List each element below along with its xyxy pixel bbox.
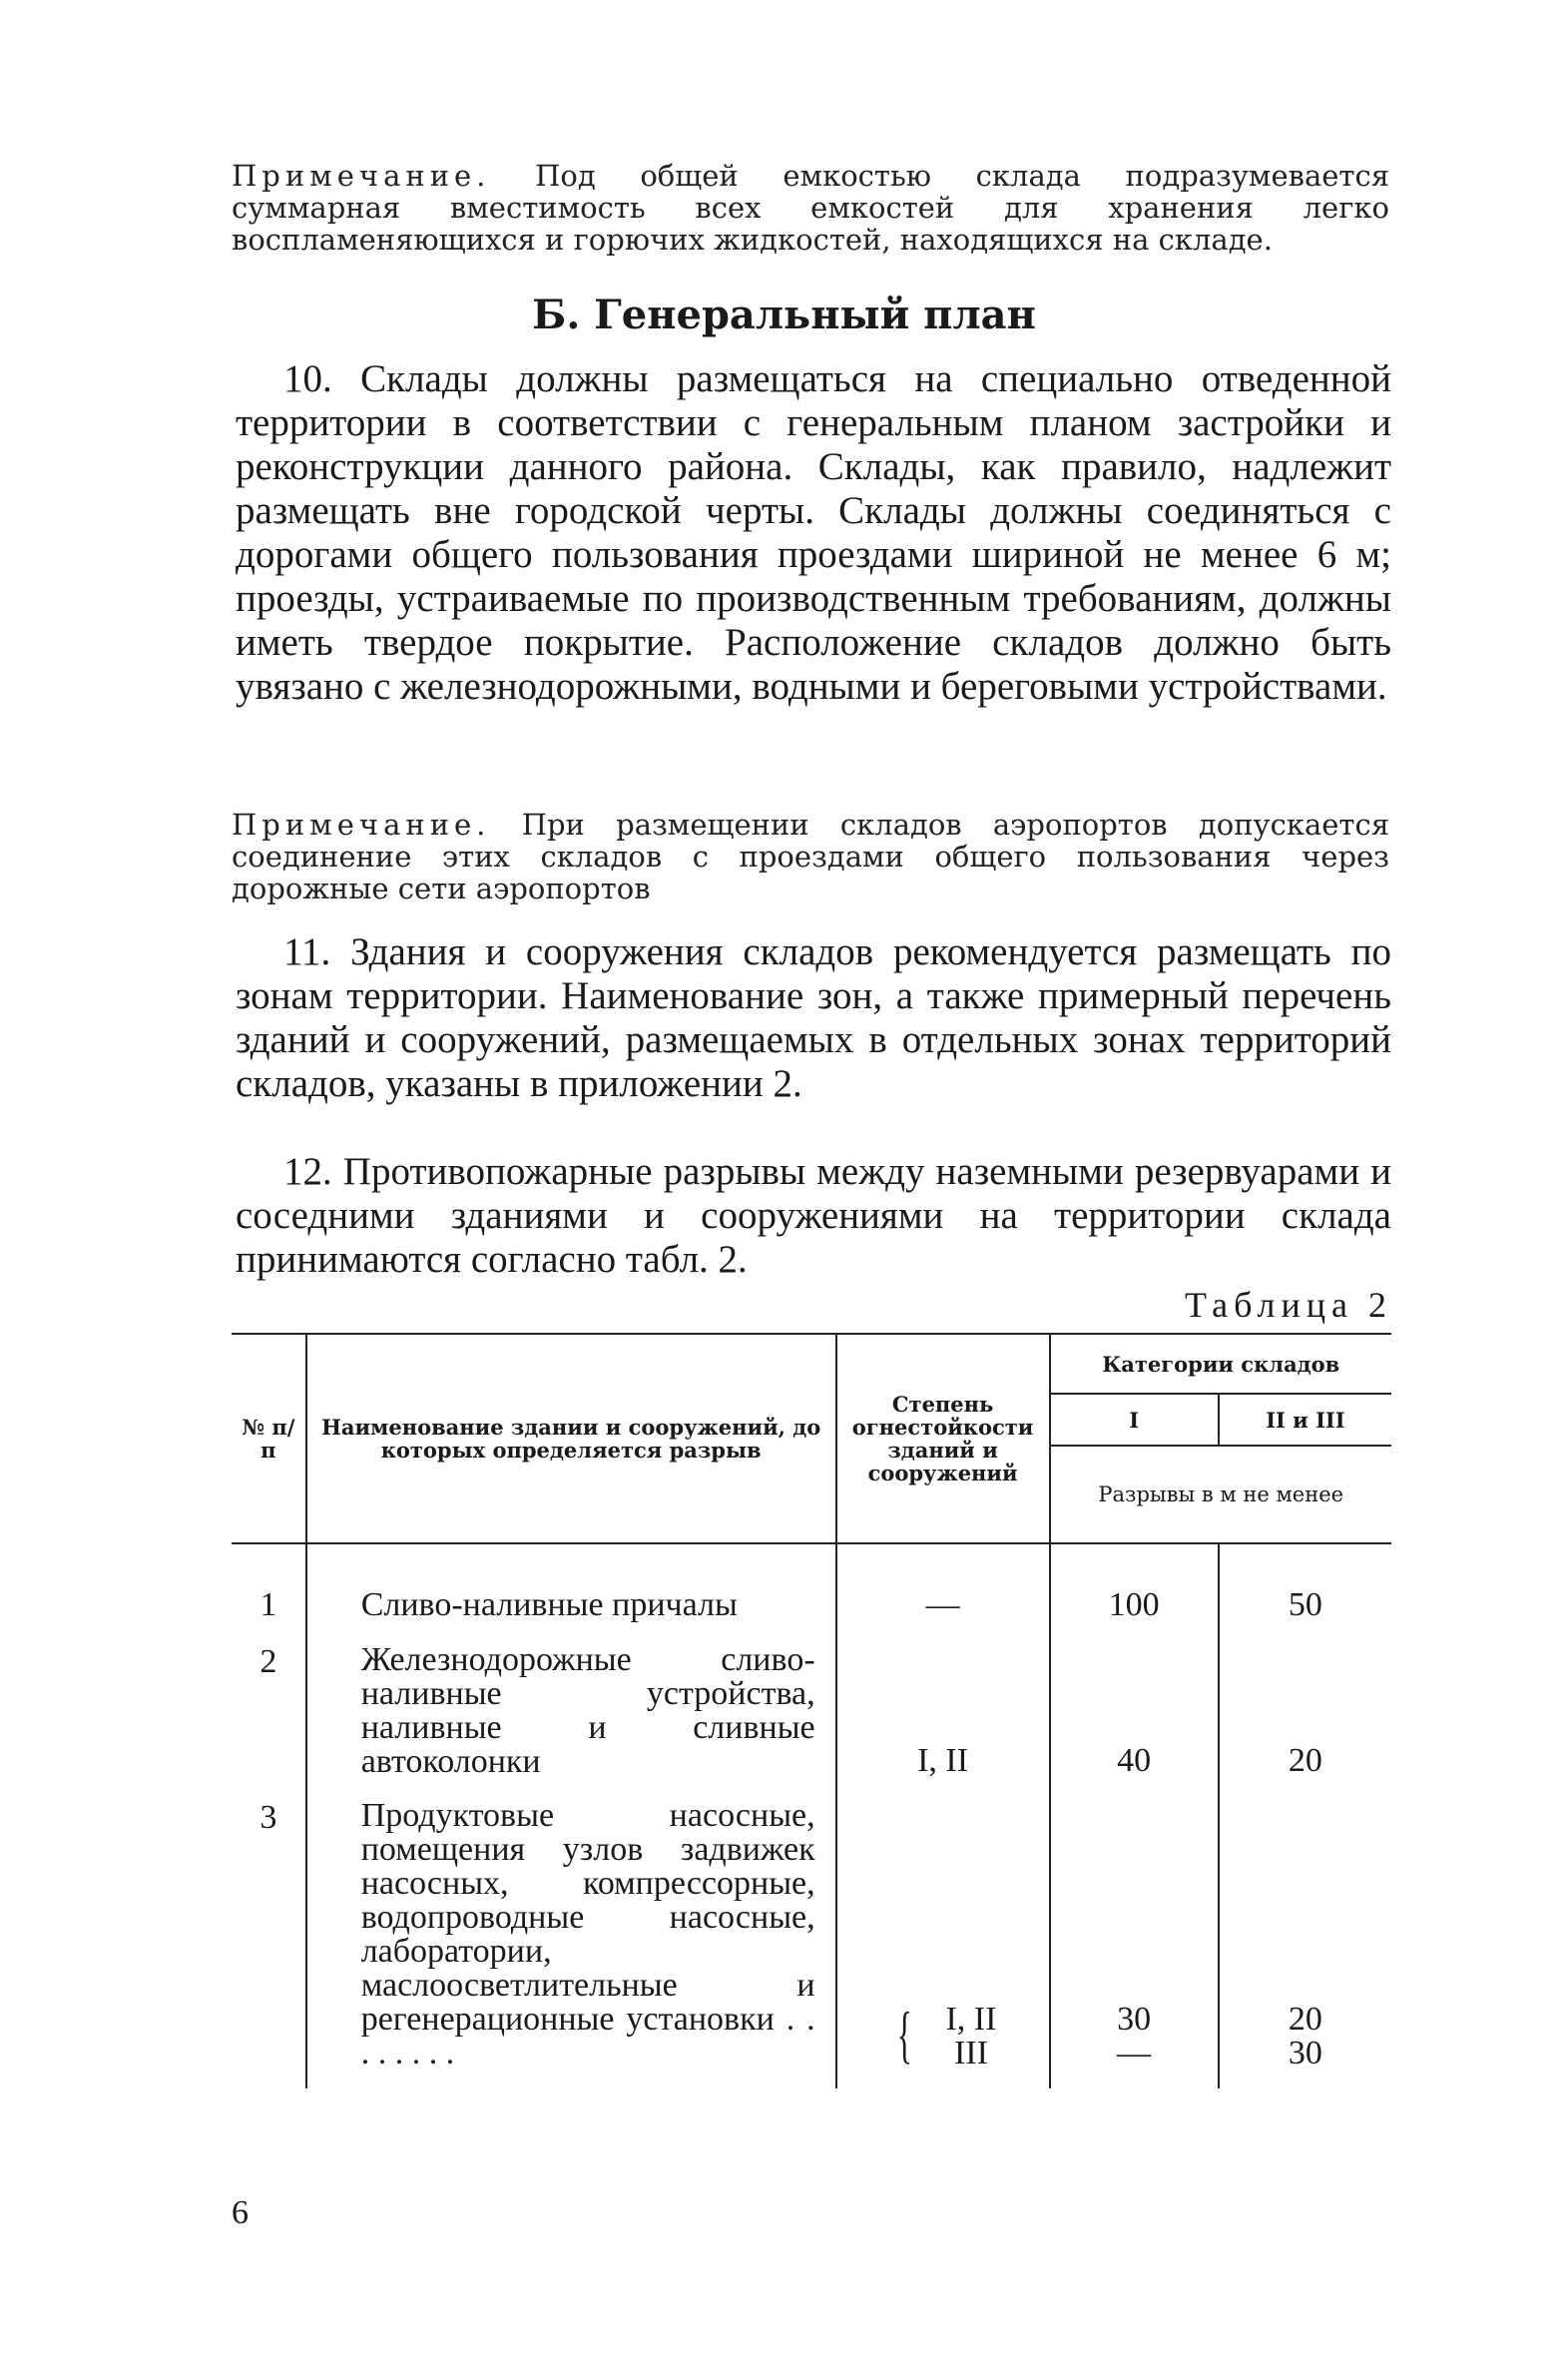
note-label: Примечание. [232, 808, 491, 842]
note-storage-capacity [232, 160, 1389, 256]
header-num: № п/п [232, 1334, 306, 1543]
header-cat-1: I [1050, 1394, 1219, 1446]
paragraph-11 [236, 930, 1391, 1106]
header-distances: Разрывы в м не менее [1050, 1446, 1392, 1543]
row-name: Сливо-наливные причалы [306, 1543, 836, 1623]
table-caption: Таблица 2 [1185, 1285, 1392, 1325]
paragraph-10-text: 10. Склады должны размещаться на специально отведенной территории в соответствии с генеральным планом застройки и реконструкции данного района. Склады, как правило, надлежит размещать вне городской черты. Склады должны соединяться с дорогами общего пользования проездами шириной не менее 6 м; проезды, устраиваемые по производственным требованиям, должны иметь твердое покрытие. Расположение складов должно быть увязано с железнодорожными, водными и береговыми устройствами. [236, 357, 1391, 708]
header-degree: Степень огнестойкости зданий и сооружений [836, 1334, 1050, 1543]
header-categories: Категории складов [1050, 1334, 1392, 1394]
row-cat-2-3: 50 [1219, 1543, 1391, 1623]
row-degree: I, II [836, 1623, 1050, 1779]
table-row [232, 1543, 1391, 1623]
row-cat-1-cell [1050, 1779, 1219, 2088]
row-degree-2: III [953, 2035, 988, 2071]
note-text: Под общей емкостью склада подразумевается суммарная вместимость всех емкостей для хранения легко воспламеняющихся и горючих жидкостей, находящихся на складе. [232, 159, 1390, 257]
row-degree-cell [836, 1779, 1050, 2088]
row-name: Продуктовые насосные, помещения узлов задвижек насосных, компрессорные, водопроводные насосные, лаборатории, маслоосветлительные и регенерационные установки . . . . . . . . [306, 1779, 836, 2088]
paragraph-11-text: 11. Здания и сооружения складов рекомендуется размещать по зонам территории. Наименование зон, а также примерный перечень зданий и сооружений, размещаемых в отдельных зонах территорий складов, указаны в приложении 2. [236, 930, 1391, 1105]
table-row [232, 1779, 1391, 2088]
note-text: При размещении складов аэропортов допускается соединение этих складов с проездами общего пользования через дорожные сети аэропортов [232, 808, 1390, 905]
note-airports [232, 809, 1389, 904]
row-cat-2-3-2: 30 [1288, 2035, 1322, 2071]
row-degree: I, II [945, 2001, 997, 2038]
row-cat-1: 40 [1050, 1623, 1219, 1779]
table-row [232, 1623, 1391, 1779]
row-cat-1-2: — [1117, 2035, 1152, 2071]
row-cat-2-3: 20 [1288, 2001, 1322, 2038]
row-cat-2-3-cell [1219, 1779, 1391, 2088]
row-num: 2 [260, 1643, 277, 1680]
paragraph-12 [236, 1150, 1391, 1282]
row-cat-2-3: 20 [1219, 1623, 1391, 1779]
row-num: 3 [260, 1799, 277, 1836]
paragraph-12-text: 12. Противопожарные разрывы между наземными резервуарами и соседними зданиями и сооружениями на территории склада принимаются согласно табл. 2. [236, 1150, 1391, 1281]
note-label: Примечание. [232, 159, 491, 193]
row-cat-1: 100 [1050, 1543, 1219, 1623]
row-num: 1 [260, 1586, 277, 1623]
header-name: Наименование здании и сооружений, до которых определяется разрыв [306, 1334, 836, 1543]
section-heading: Б. Генеральный план [532, 292, 1036, 338]
header-cat-2-3: II и III [1219, 1394, 1391, 1446]
row-name: Железнодорожные сливо-наливные устройства, наливные и сливные автоколонки [306, 1623, 836, 1779]
paragraph-10 [236, 357, 1391, 709]
row-cat-1: 30 [1117, 2001, 1152, 2038]
brace-icon: { [896, 1999, 912, 2069]
row-degree: — [836, 1543, 1050, 1623]
fire-gaps-table [232, 1333, 1391, 2088]
page-number: 6 [232, 2194, 249, 2231]
